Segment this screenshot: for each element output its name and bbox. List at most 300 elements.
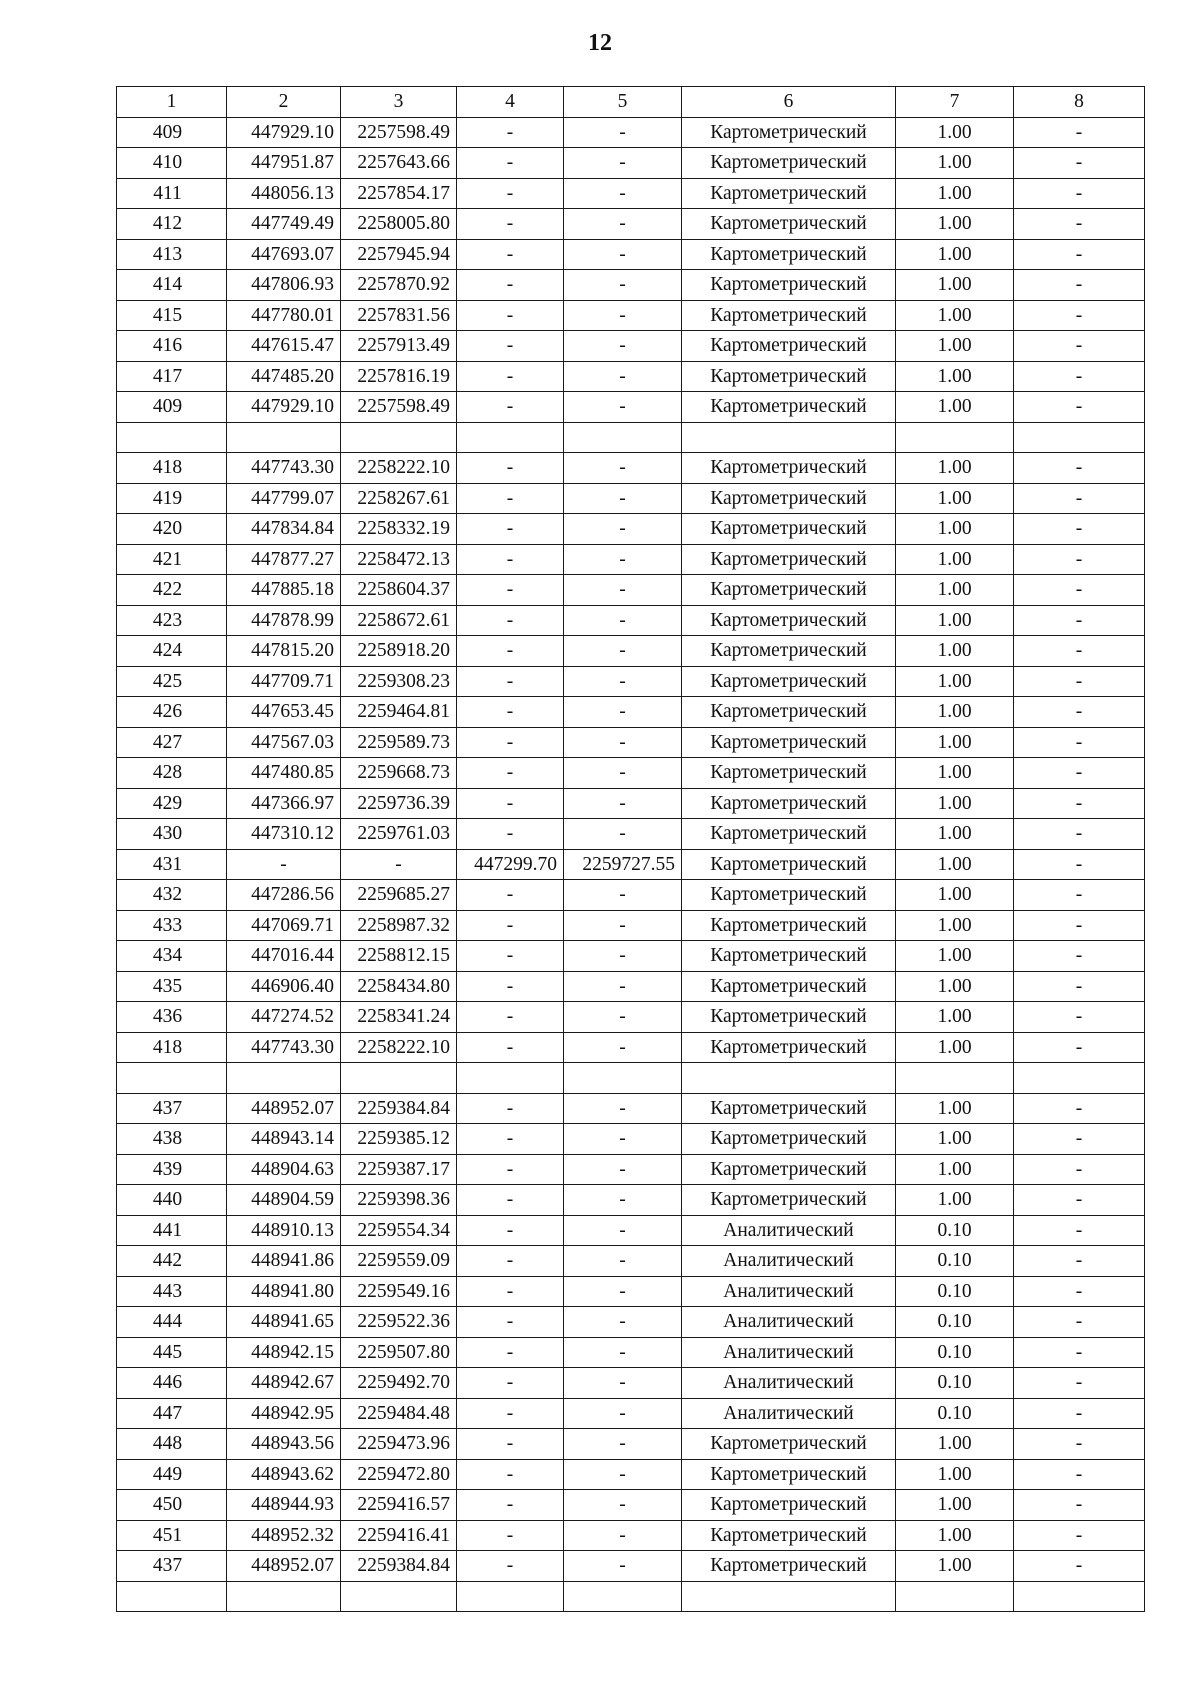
x-coordinate-cell: 448952.32 (227, 1520, 341, 1551)
column-header-6: 6 (682, 87, 896, 118)
x-coordinate-cell (227, 1581, 341, 1612)
point-number-cell: 440 (117, 1185, 227, 1216)
y-coordinate-alt-cell: - (564, 514, 682, 545)
y-coordinate-cell: 2257945.94 (341, 239, 457, 270)
table-row (117, 1093, 1145, 1124)
accuracy-cell: 1.00 (896, 1002, 1014, 1033)
table-row (117, 1520, 1145, 1551)
x-coordinate-cell (227, 1063, 341, 1094)
y-coordinate-alt-cell: - (564, 1551, 682, 1582)
point-number-cell (117, 1063, 227, 1094)
x-coordinate-alt-cell: - (457, 1398, 564, 1429)
x-coordinate-cell: 448943.14 (227, 1124, 341, 1155)
accuracy-cell: 1.00 (896, 1490, 1014, 1521)
y-coordinate-alt-cell: - (564, 666, 682, 697)
table-row (117, 1276, 1145, 1307)
y-coordinate-alt-cell: - (564, 1154, 682, 1185)
y-coordinate-alt-cell: - (564, 575, 682, 606)
y-coordinate-cell: 2257598.49 (341, 117, 457, 148)
note-cell: - (1014, 331, 1145, 362)
method-cell: Картометрический (682, 1154, 896, 1185)
method-cell: Картометрический (682, 1459, 896, 1490)
table-row (117, 1337, 1145, 1368)
note-cell: - (1014, 453, 1145, 484)
point-number-cell: 423 (117, 605, 227, 636)
x-coordinate-cell: - (227, 849, 341, 880)
point-number-cell: 414 (117, 270, 227, 301)
point-number-cell: 443 (117, 1276, 227, 1307)
point-number-cell: 429 (117, 788, 227, 819)
note-cell (1014, 422, 1145, 453)
x-coordinate-cell (227, 422, 341, 453)
accuracy-cell: 1.00 (896, 727, 1014, 758)
note-cell: - (1014, 971, 1145, 1002)
table-row (117, 148, 1145, 179)
method-cell: Аналитический (682, 1276, 896, 1307)
method-cell: Картометрический (682, 727, 896, 758)
point-number-cell: 442 (117, 1246, 227, 1277)
accuracy-cell: 1.00 (896, 239, 1014, 270)
note-cell: - (1014, 1459, 1145, 1490)
x-coordinate-alt-cell: - (457, 239, 564, 270)
table-row (117, 1368, 1145, 1399)
accuracy-cell: 0.10 (896, 1307, 1014, 1338)
y-coordinate-alt-cell: - (564, 239, 682, 270)
table-row (117, 1215, 1145, 1246)
note-cell: - (1014, 1429, 1145, 1460)
y-coordinate-cell: 2259385.12 (341, 1124, 457, 1155)
x-coordinate-alt-cell: - (457, 758, 564, 789)
note-cell: - (1014, 178, 1145, 209)
point-number-cell: 422 (117, 575, 227, 606)
method-cell: Картометрический (682, 1093, 896, 1124)
accuracy-cell: 1.00 (896, 849, 1014, 880)
x-coordinate-alt-cell: - (457, 1429, 564, 1460)
table-separator-row (117, 1581, 1145, 1612)
table-row (117, 331, 1145, 362)
x-coordinate-cell: 447653.45 (227, 697, 341, 728)
accuracy-cell: 1.00 (896, 1124, 1014, 1155)
x-coordinate-cell: 447951.87 (227, 148, 341, 179)
y-coordinate-alt-cell: - (564, 1032, 682, 1063)
accuracy-cell: 1.00 (896, 971, 1014, 1002)
method-cell: Картометрический (682, 849, 896, 880)
note-cell: - (1014, 1215, 1145, 1246)
x-coordinate-alt-cell: - (457, 605, 564, 636)
accuracy-cell: 1.00 (896, 941, 1014, 972)
x-coordinate-cell: 447615.47 (227, 331, 341, 362)
x-coordinate-cell: 447485.20 (227, 361, 341, 392)
y-coordinate-cell: 2259549.16 (341, 1276, 457, 1307)
note-cell: - (1014, 819, 1145, 850)
x-coordinate-cell: 447929.10 (227, 392, 341, 423)
note-cell: - (1014, 300, 1145, 331)
y-coordinate-cell: 2259492.70 (341, 1368, 457, 1399)
x-coordinate-alt-cell: - (457, 575, 564, 606)
y-coordinate-cell: 2259668.73 (341, 758, 457, 789)
y-coordinate-cell: 2258604.37 (341, 575, 457, 606)
point-number-cell: 425 (117, 666, 227, 697)
note-cell: - (1014, 910, 1145, 941)
x-coordinate-cell: 447480.85 (227, 758, 341, 789)
y-coordinate-cell: - (341, 849, 457, 880)
y-coordinate-alt-cell: - (564, 117, 682, 148)
y-coordinate-alt-cell: - (564, 1215, 682, 1246)
note-cell: - (1014, 758, 1145, 789)
note-cell: - (1014, 849, 1145, 880)
x-coordinate-cell: 447274.52 (227, 1002, 341, 1033)
y-coordinate-alt-cell: - (564, 1307, 682, 1338)
point-number-cell: 412 (117, 209, 227, 240)
column-header-3: 3 (341, 87, 457, 118)
table-separator-row (117, 1063, 1145, 1094)
y-coordinate-cell: 2258005.80 (341, 209, 457, 240)
point-number-cell: 426 (117, 697, 227, 728)
y-coordinate-alt-cell: - (564, 544, 682, 575)
note-cell: - (1014, 544, 1145, 575)
y-coordinate-alt-cell: - (564, 1459, 682, 1490)
table-row (117, 605, 1145, 636)
method-cell: Картометрический (682, 514, 896, 545)
method-cell: Картометрический (682, 880, 896, 911)
y-coordinate-alt-cell: - (564, 331, 682, 362)
x-coordinate-cell: 447310.12 (227, 819, 341, 850)
method-cell: Картометрический (682, 392, 896, 423)
y-coordinate-alt-cell: - (564, 636, 682, 667)
point-number-cell: 421 (117, 544, 227, 575)
point-number-cell: 419 (117, 483, 227, 514)
y-coordinate-cell: 2259554.34 (341, 1215, 457, 1246)
table-row (117, 758, 1145, 789)
x-coordinate-alt-cell: - (457, 819, 564, 850)
y-coordinate-alt-cell: - (564, 819, 682, 850)
table-row (117, 788, 1145, 819)
x-coordinate-alt-cell: - (457, 178, 564, 209)
method-cell: Картометрический (682, 117, 896, 148)
y-coordinate-cell: 2257854.17 (341, 178, 457, 209)
table-row (117, 575, 1145, 606)
y-coordinate-cell: 2258472.13 (341, 544, 457, 575)
method-cell: Картометрический (682, 1520, 896, 1551)
method-cell: Картометрический (682, 544, 896, 575)
x-coordinate-alt-cell: - (457, 1093, 564, 1124)
y-coordinate-cell: 2259484.48 (341, 1398, 457, 1429)
point-number-cell: 437 (117, 1093, 227, 1124)
x-coordinate-alt-cell: - (457, 941, 564, 972)
x-coordinate-alt-cell: - (457, 148, 564, 179)
y-coordinate-cell: 2259387.17 (341, 1154, 457, 1185)
x-coordinate-alt-cell (457, 1581, 564, 1612)
x-coordinate-cell: 448942.67 (227, 1368, 341, 1399)
x-coordinate-cell: 447799.07 (227, 483, 341, 514)
table-row (117, 849, 1145, 880)
y-coordinate-alt-cell: - (564, 1185, 682, 1216)
y-coordinate-alt-cell: - (564, 941, 682, 972)
point-number-cell: 409 (117, 117, 227, 148)
note-cell: - (1014, 1307, 1145, 1338)
point-number-cell: 448 (117, 1429, 227, 1460)
method-cell: Картометрический (682, 453, 896, 484)
y-coordinate-cell: 2257643.66 (341, 148, 457, 179)
y-coordinate-alt-cell: - (564, 910, 682, 941)
note-cell: - (1014, 1032, 1145, 1063)
method-cell: Картометрический (682, 971, 896, 1002)
accuracy-cell: 1.00 (896, 331, 1014, 362)
accuracy-cell: 1.00 (896, 270, 1014, 301)
table-row (117, 239, 1145, 270)
y-coordinate-cell: 2259559.09 (341, 1246, 457, 1277)
method-cell: Аналитический (682, 1398, 896, 1429)
note-cell: - (1014, 1520, 1145, 1551)
y-coordinate-cell: 2258332.19 (341, 514, 457, 545)
accuracy-cell: 1.00 (896, 636, 1014, 667)
note-cell: - (1014, 727, 1145, 758)
note-cell: - (1014, 880, 1145, 911)
table-row (117, 1490, 1145, 1521)
table-row (117, 1398, 1145, 1429)
accuracy-cell: 1.00 (896, 788, 1014, 819)
y-coordinate-cell (341, 1063, 457, 1094)
table-row (117, 514, 1145, 545)
x-coordinate-cell: 446906.40 (227, 971, 341, 1002)
x-coordinate-cell: 448944.93 (227, 1490, 341, 1521)
accuracy-cell: 1.00 (896, 758, 1014, 789)
x-coordinate-alt-cell: - (457, 117, 564, 148)
y-coordinate-alt-cell: - (564, 1246, 682, 1277)
y-coordinate-cell (341, 1581, 457, 1612)
x-coordinate-alt-cell: - (457, 1307, 564, 1338)
x-coordinate-cell: 448056.13 (227, 178, 341, 209)
y-coordinate-cell: 2259589.73 (341, 727, 457, 758)
x-coordinate-cell: 447878.99 (227, 605, 341, 636)
accuracy-cell: 1.00 (896, 605, 1014, 636)
method-cell: Картометрический (682, 1551, 896, 1582)
y-coordinate-alt-cell: - (564, 1520, 682, 1551)
point-number-cell: 432 (117, 880, 227, 911)
method-cell: Картометрический (682, 788, 896, 819)
method-cell: Картометрический (682, 941, 896, 972)
table-row (117, 1307, 1145, 1338)
x-coordinate-cell: 447929.10 (227, 117, 341, 148)
y-coordinate-alt-cell: - (564, 727, 682, 758)
table-row (117, 483, 1145, 514)
table-row (117, 941, 1145, 972)
accuracy-cell: 0.10 (896, 1215, 1014, 1246)
accuracy-cell: 1.00 (896, 1154, 1014, 1185)
method-cell: Картометрический (682, 1002, 896, 1033)
x-coordinate-alt-cell: - (457, 697, 564, 728)
method-cell (682, 1063, 896, 1094)
x-coordinate-alt-cell: - (457, 1459, 564, 1490)
point-number-cell: 415 (117, 300, 227, 331)
y-coordinate-cell: 2259416.41 (341, 1520, 457, 1551)
point-number-cell: 427 (117, 727, 227, 758)
x-coordinate-cell: 447709.71 (227, 666, 341, 697)
accuracy-cell: 0.10 (896, 1246, 1014, 1277)
y-coordinate-cell: 2258812.15 (341, 941, 457, 972)
y-coordinate-cell: 2257598.49 (341, 392, 457, 423)
x-coordinate-cell: 447815.20 (227, 636, 341, 667)
x-coordinate-cell: 448910.13 (227, 1215, 341, 1246)
method-cell: Картометрический (682, 270, 896, 301)
method-cell: Картометрический (682, 910, 896, 941)
note-cell: - (1014, 514, 1145, 545)
method-cell: Аналитический (682, 1337, 896, 1368)
table-row (117, 880, 1145, 911)
accuracy-cell: 1.00 (896, 117, 1014, 148)
x-coordinate-cell: 447743.30 (227, 1032, 341, 1063)
x-coordinate-alt-cell: - (457, 880, 564, 911)
y-coordinate-alt-cell: - (564, 1093, 682, 1124)
table-row (117, 666, 1145, 697)
table-body (117, 117, 1145, 1612)
note-cell: - (1014, 605, 1145, 636)
accuracy-cell (896, 422, 1014, 453)
point-number-cell: 430 (117, 819, 227, 850)
note-cell: - (1014, 941, 1145, 972)
method-cell: Картометрический (682, 361, 896, 392)
point-number-cell: 417 (117, 361, 227, 392)
table-row (117, 1246, 1145, 1277)
x-coordinate-alt-cell: - (457, 1185, 564, 1216)
y-coordinate-alt-cell: - (564, 483, 682, 514)
y-coordinate-cell: 2259308.23 (341, 666, 457, 697)
y-coordinate-alt-cell: - (564, 788, 682, 819)
y-coordinate-cell: 2258918.20 (341, 636, 457, 667)
table-separator-row (117, 422, 1145, 453)
point-number-cell (117, 1581, 227, 1612)
note-cell: - (1014, 1185, 1145, 1216)
table-row (117, 910, 1145, 941)
x-coordinate-cell: 448904.63 (227, 1154, 341, 1185)
note-cell: - (1014, 1246, 1145, 1277)
note-cell: - (1014, 1154, 1145, 1185)
y-coordinate-alt-cell: - (564, 1337, 682, 1368)
y-coordinate-alt-cell: - (564, 209, 682, 240)
point-number-cell: 437 (117, 1551, 227, 1582)
method-cell: Картометрический (682, 1124, 896, 1155)
note-cell (1014, 1063, 1145, 1094)
method-cell: Аналитический (682, 1246, 896, 1277)
method-cell: Картометрический (682, 758, 896, 789)
x-coordinate-alt-cell (457, 422, 564, 453)
y-coordinate-alt-cell: - (564, 1368, 682, 1399)
method-cell: Картометрический (682, 1185, 896, 1216)
y-coordinate-cell: 2258434.80 (341, 971, 457, 1002)
y-coordinate-cell: 2259398.36 (341, 1185, 457, 1216)
x-coordinate-cell: 447693.07 (227, 239, 341, 270)
y-coordinate-cell: 2257831.56 (341, 300, 457, 331)
y-coordinate-cell: 2257816.19 (341, 361, 457, 392)
note-cell: - (1014, 697, 1145, 728)
x-coordinate-cell: 447567.03 (227, 727, 341, 758)
accuracy-cell: 1.00 (896, 1551, 1014, 1582)
x-coordinate-alt-cell: - (457, 453, 564, 484)
point-number-cell (117, 422, 227, 453)
x-coordinate-cell: 448942.95 (227, 1398, 341, 1429)
x-coordinate-alt-cell: - (457, 1551, 564, 1582)
note-cell: - (1014, 148, 1145, 179)
point-number-cell: 418 (117, 1032, 227, 1063)
accuracy-cell: 0.10 (896, 1398, 1014, 1429)
x-coordinate-cell: 447016.44 (227, 941, 341, 972)
coordinates-table (116, 86, 1145, 1612)
method-cell: Картометрический (682, 239, 896, 270)
method-cell: Картометрический (682, 178, 896, 209)
x-coordinate-cell: 447366.97 (227, 788, 341, 819)
point-number-cell: 446 (117, 1368, 227, 1399)
y-coordinate-alt-cell: - (564, 971, 682, 1002)
table-row (117, 1124, 1145, 1155)
note-cell (1014, 1581, 1145, 1612)
accuracy-cell: 1.00 (896, 300, 1014, 331)
accuracy-cell: 1.00 (896, 575, 1014, 606)
method-cell: Картометрический (682, 1490, 896, 1521)
y-coordinate-cell: 2259384.84 (341, 1551, 457, 1582)
y-coordinate-alt-cell: - (564, 1429, 682, 1460)
x-coordinate-alt-cell: - (457, 483, 564, 514)
y-coordinate-alt-cell: 2259727.55 (564, 849, 682, 880)
table-row (117, 697, 1145, 728)
x-coordinate-cell: 448952.07 (227, 1093, 341, 1124)
point-number-cell: 424 (117, 636, 227, 667)
x-coordinate-cell: 447286.56 (227, 880, 341, 911)
accuracy-cell (896, 1581, 1014, 1612)
column-header-8: 8 (1014, 87, 1145, 118)
x-coordinate-cell: 447834.84 (227, 514, 341, 545)
table-row (117, 270, 1145, 301)
accuracy-cell: 1.00 (896, 148, 1014, 179)
table-row (117, 392, 1145, 423)
accuracy-cell: 0.10 (896, 1276, 1014, 1307)
accuracy-cell: 1.00 (896, 1520, 1014, 1551)
accuracy-cell: 1.00 (896, 910, 1014, 941)
point-number-cell: 434 (117, 941, 227, 972)
method-cell: Аналитический (682, 1215, 896, 1246)
y-coordinate-cell: 2258222.10 (341, 1032, 457, 1063)
method-cell: Картометрический (682, 483, 896, 514)
note-cell: - (1014, 361, 1145, 392)
note-cell: - (1014, 636, 1145, 667)
note-cell: - (1014, 1490, 1145, 1521)
y-coordinate-cell: 2259472.80 (341, 1459, 457, 1490)
accuracy-cell: 0.10 (896, 1337, 1014, 1368)
note-cell: - (1014, 392, 1145, 423)
x-coordinate-cell: 447780.01 (227, 300, 341, 331)
y-coordinate-alt-cell: - (564, 880, 682, 911)
y-coordinate-alt-cell: - (564, 1276, 682, 1307)
x-coordinate-cell: 447877.27 (227, 544, 341, 575)
note-cell: - (1014, 209, 1145, 240)
y-coordinate-cell: 2258672.61 (341, 605, 457, 636)
y-coordinate-cell: 2259761.03 (341, 819, 457, 850)
x-coordinate-cell: 447069.71 (227, 910, 341, 941)
x-coordinate-cell: 448941.65 (227, 1307, 341, 1338)
y-coordinate-cell: 2259522.36 (341, 1307, 457, 1338)
note-cell: - (1014, 1398, 1145, 1429)
point-number-cell: 449 (117, 1459, 227, 1490)
table-row (117, 1459, 1145, 1490)
note-cell: - (1014, 1337, 1145, 1368)
x-coordinate-alt-cell: - (457, 727, 564, 758)
x-coordinate-alt-cell: - (457, 1215, 564, 1246)
note-cell: - (1014, 1276, 1145, 1307)
x-coordinate-cell: 447743.30 (227, 453, 341, 484)
point-number-cell: 418 (117, 453, 227, 484)
y-coordinate-alt-cell: - (564, 758, 682, 789)
method-cell (682, 1581, 896, 1612)
point-number-cell: 428 (117, 758, 227, 789)
